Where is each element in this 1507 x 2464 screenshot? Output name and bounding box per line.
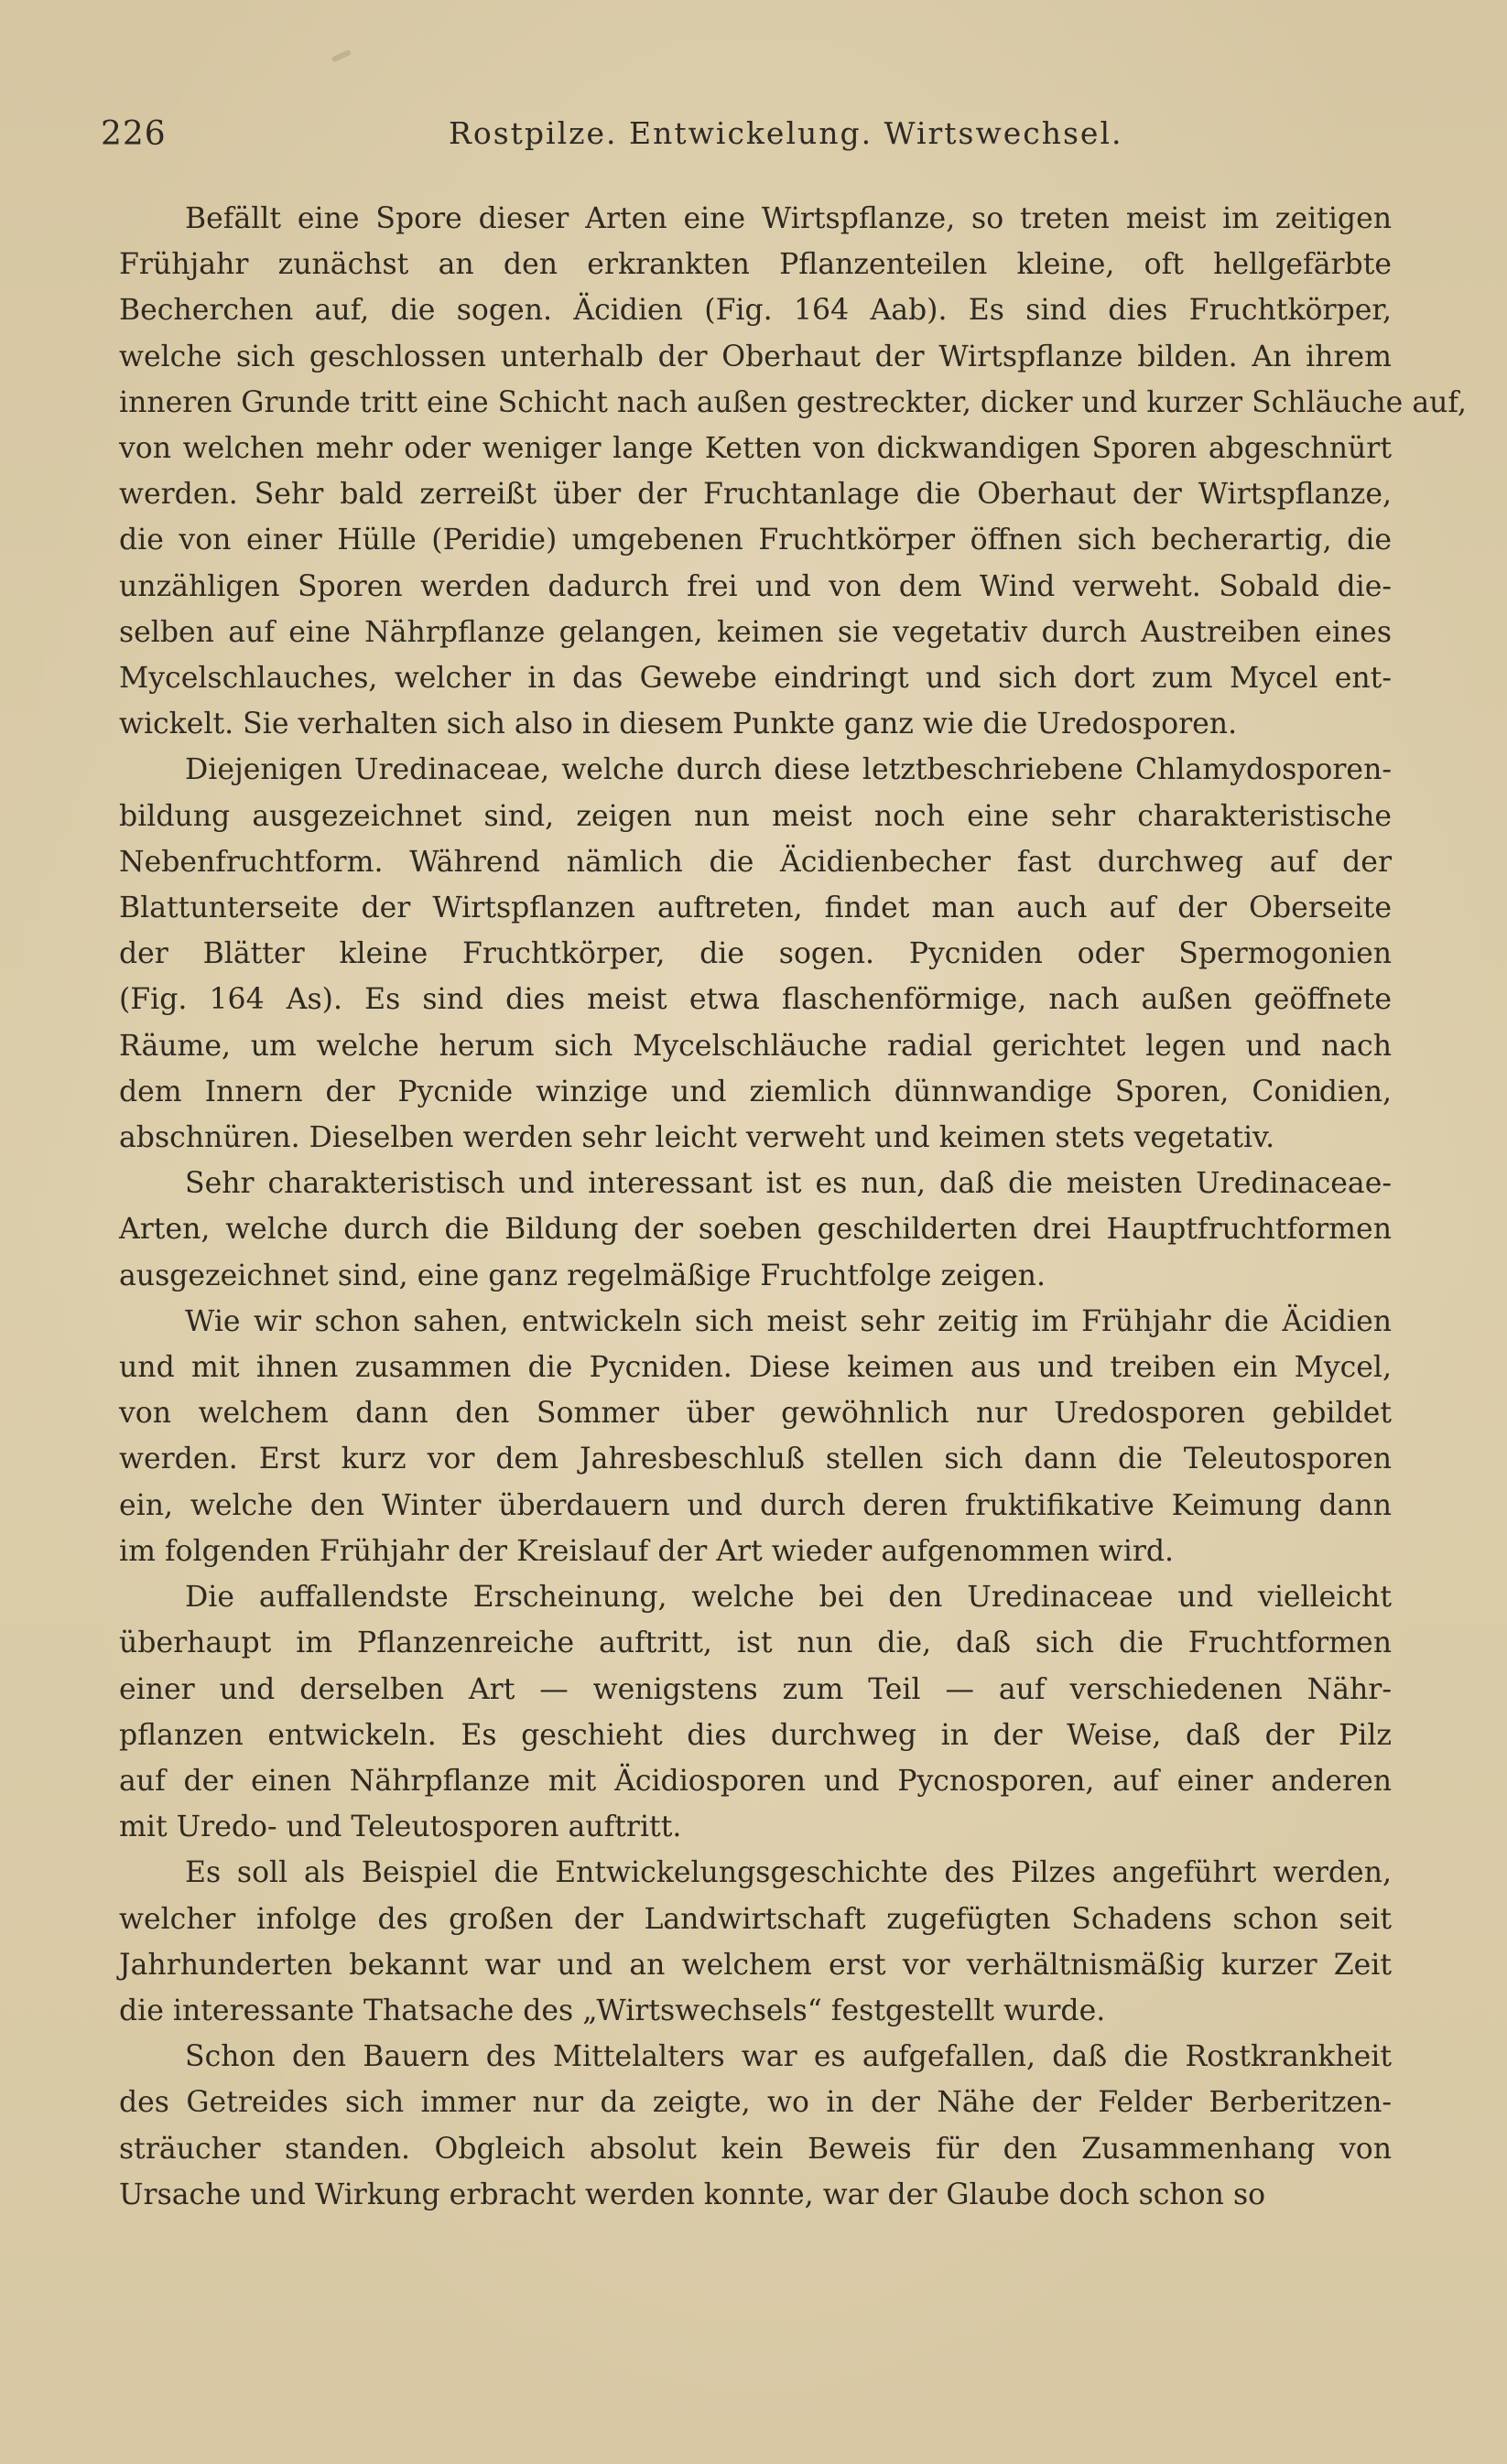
- text-line: der Blätter kleine Fruchtkörper, die sogen. Pycniden oder Spermogonien: [119, 937, 1392, 971]
- text-line: bildung ausgezeichnet sind, zeigen nun meist noch eine sehr charakteristische: [119, 799, 1392, 833]
- text-line: werden. Erst kurz vor dem Jahresbeschluß stellen sich dann die Teleutosporen: [119, 1443, 1392, 1476]
- paragraph: [119, 1161, 1392, 1299]
- text-line: ausgezeichnet sind, eine ganz regelmäßige Fruchtfolge zeigen.: [119, 1259, 1046, 1292]
- text-line: welcher infolge des großen der Landwirtschaft zugefügten Schadens schon seit: [119, 1902, 1392, 1936]
- text-line: welche sich geschlossen unterhalb der Oberhaut der Wirtspflanze bilden. An ihrem: [119, 340, 1392, 373]
- text-line: (Fig. 164 As). Es sind dies meist etwa flaschenförmige, nach außen geöffnete: [119, 983, 1392, 1017]
- text-line: wickelt. Sie verhalten sich also in diesem Punkte ganz wie die Uredosporen.: [119, 708, 1238, 741]
- text-line: Blattunterseite der Wirtspflanzen auftreten, findet man auch auf der Oberseite: [119, 892, 1392, 925]
- text-line: Mycelschlauches, welcher in das Gewebe eindringt und sich dort zum Mycel ent-: [119, 662, 1392, 696]
- text-line: Schon den Bauern des Mittelalters war es aufgefallen, daß die Rostkrankheit: [185, 2040, 1392, 2074]
- paragraph: [119, 1850, 1392, 2034]
- paragraph: [119, 1299, 1392, 1574]
- text-line: und mit ihnen zusammen die Pycniden. Diese keimen aus und treiben ein Mycel,: [119, 1351, 1392, 1385]
- text-line: Becherchen auf, die sogen. Äcidien (Fig. 164 Aab). Es sind dies Fruchtkörper,: [119, 294, 1392, 328]
- text-line: abschnüren. Dieselben werden sehr leicht verweht und keimen stets vegetativ.: [119, 1121, 1275, 1155]
- text-line: Nebenfruchtform. Während nämlich die Äcidienbecher fast durchweg auf der: [119, 845, 1392, 879]
- text-line: einer und derselben Art — wenigstens zum Teil — auf verschiedenen Nähr-: [119, 1672, 1392, 1706]
- text-line: von welchen mehr oder weniger lange Ketten von dickwandigen Sporen abgeschnürt: [119, 432, 1392, 466]
- text-line: sträucher standen. Obgleich absolut kein Beweis für den Zusammenhang von: [119, 2132, 1392, 2166]
- text-line: selben auf eine Nährpflanze gelangen, keimen sie vegetativ durch Austreiben eines: [119, 615, 1392, 649]
- text-line: Frühjahr zunächst an den erkrankten Pflanzenteilen kleine, oft hellgefärbte: [119, 248, 1392, 282]
- text-line: Befällt eine Spore dieser Arten eine Wirtspflanze, so treten meist im zeitigen: [185, 202, 1392, 235]
- text-line: Diejenigen Uredinaceae, welche durch diese letztbeschriebene Chlamydosporen-: [185, 753, 1392, 787]
- text-line: mit Uredo- und Teleutosporen auftritt.: [119, 1810, 682, 1844]
- text-line: auf der einen Nährpflanze mit Äcidiosporen und Pycnosporen, auf einer anderen: [119, 1764, 1392, 1798]
- page-header: [101, 115, 1392, 161]
- ink-smudge: [331, 49, 352, 63]
- paragraph: [119, 1574, 1392, 1850]
- text-line: werden. Sehr bald zerreißt über der Fruchtanlage die Oberhaut der Wirtspflanze,: [119, 478, 1392, 512]
- text-line: überhaupt im Pflanzenreiche auftritt, ist nun die, daß sich die Fruchtformen: [119, 1626, 1392, 1660]
- text-line: pflanzen entwickeln. Es geschieht dies durchweg in der Weise, daß der Pilz: [119, 1718, 1392, 1752]
- paragraph: [119, 2034, 1392, 2218]
- text-line: Sehr charakteristisch und interessant ist es nun, daß die meisten Uredinaceae-: [185, 1167, 1392, 1201]
- paragraph: [119, 196, 1467, 747]
- page-number: 226: [101, 115, 167, 153]
- body-text: [119, 196, 1467, 2218]
- text-line: Räume, um welche herum sich Mycelschläuche radial gerichtet legen und nach: [119, 1029, 1392, 1063]
- text-line: Ursache und Wirkung erbracht werden konnte, war der Glaube doch schon so: [119, 2178, 1266, 2211]
- text-line: Die auffallendste Erscheinung, welche bei den Uredinaceae und vielleicht: [185, 1581, 1392, 1615]
- text-line: die von einer Hülle (Peridie) umgebenen Fruchtkörper öffnen sich becherartig, die: [119, 524, 1392, 557]
- text-line: Jahrhunderten bekannt war und an welchem erst vor verhältnismäßig kurzer Zeit: [119, 1948, 1392, 1982]
- running-head: Rostpilze. Entwickelung. Wirtswechsel.: [449, 115, 1123, 151]
- text-line: Arten, welche durch die Bildung der soeben geschilderten drei Hauptfruchtformen: [119, 1213, 1392, 1247]
- text-line: ein, welche den Winter überdauern und durch deren fruktifikative Keimung dann: [119, 1488, 1392, 1522]
- paragraph: [119, 747, 1392, 1161]
- text-line: unzähligen Sporen werden dadurch frei und von dem Wind verweht. Sobald die-: [119, 569, 1392, 603]
- text-line: Es soll als Beispiel die Entwickelungsgeschichte des Pilzes angeführt werden,: [185, 1856, 1392, 1890]
- text-line: von welchem dann den Sommer über gewöhnlich nur Uredosporen gebildet: [119, 1397, 1392, 1431]
- text-line: inneren Grunde tritt eine Schicht nach außen gestreckter, dicker und kurzer Schläuche auf,: [119, 385, 1467, 419]
- text-line: die interessante Thatsache des „Wirtswechsels“ festgestellt wurde.: [119, 1994, 1106, 2027]
- text-line: des Getreides sich immer nur da zeigte, wo in der Nähe der Felder Berberitzen-: [119, 2086, 1392, 2120]
- text-line: dem Innern der Pycnide winzige und ziemlich dünnwandige Sporen, Conidien,: [119, 1075, 1392, 1108]
- text-line: im folgenden Frühjahr der Kreislauf der Art wieder aufgenommen wird.: [119, 1534, 1175, 1568]
- text-line: Wie wir schon sahen, entwickeln sich meist sehr zeitig im Frühjahr die Äcidien: [185, 1304, 1392, 1338]
